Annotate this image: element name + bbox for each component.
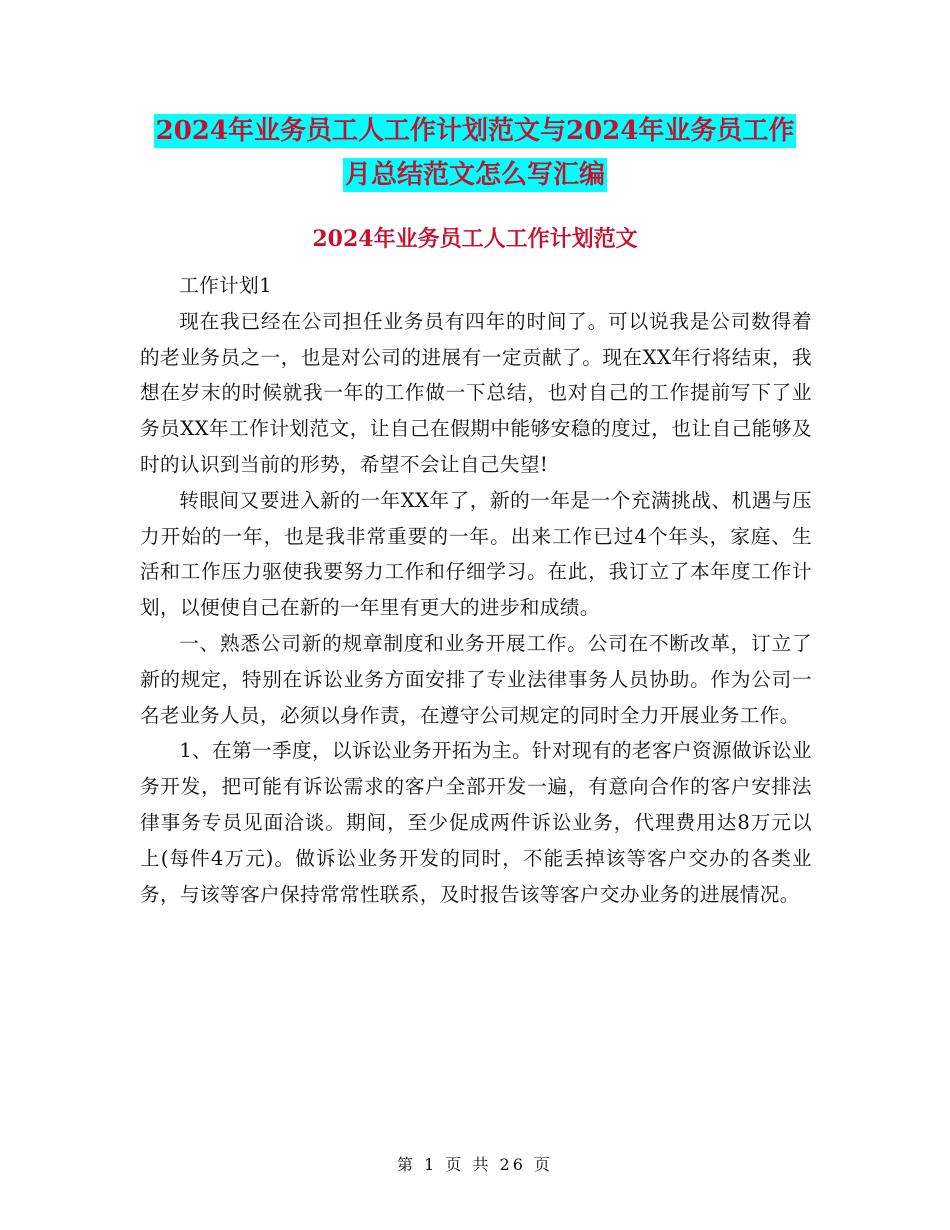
title-text-2: 月总结范文怎么写汇编 (344, 160, 605, 190)
document-body (140, 268, 812, 912)
paragraph: 一、熟悉公司新的规章制度和业务开展工作。公司在不断改革，订立了新的规定，特别在诉讼业务方面安排了专业法律事务人员协助。作为公司一名老业务人员，必须以身作责，在遵守公司规定的同时全力开展业务工作。 (140, 631, 812, 727)
document-title-line-2 (0, 158, 950, 192)
section-heading: 2024年业务员工人工作计划范文 (312, 226, 638, 252)
paragraph: 转眼间又要进入新的一年XX年了，新的一年是一个充满挑战、机遇与压力开始的一年，也是我非常重要的一年。出来工作已过4个年头，家庭、生活和工作压力驱使我要努力工作和仔细学习。在此，我订立了本年度工作计划，以便使自己在新的一年里有更大的进步和成绩。 (140, 488, 812, 620)
title-text-1: 2024年业务员工人工作计划范文与2024年业务员工作 (155, 116, 795, 146)
document-title-line-1 (0, 114, 950, 148)
paragraph: 工作计划1 (179, 274, 273, 297)
page-footer: 第 1 页 共 26 页 (397, 1155, 553, 1174)
paragraph: 现在我已经在公司担任业务员有四年的时间了。可以说我是公司数得着的老业务员之一，也是对公司的进展有一定贡献了。现在XX年行将结束，我想在岁末的时候就我一年的工作做一下总结，也对自己的工作提前写下了业务员XX年工作计划范文，让自己在假期中能够安稳的度过，也让自己能够及时的认识到当前的形势，希望不会让自己失望! (140, 309, 812, 476)
paragraph: 1、在第一季度，以诉讼业务开拓为主。针对现有的老客户资源做诉讼业务开发，把可能有诉讼需求的客户全部开发一遍，有意向合作的客户安排法律事务专员见面洽谈。期间，至少促成两件诉讼业务，代理费用达8万元以上(每件4万元)。做诉讼业务开发的同时，不能丢掉该等客户交办的各类业务，与该等客户保持常常性联系，及时报告该等客户交办业务的进展情况。 (140, 739, 812, 906)
